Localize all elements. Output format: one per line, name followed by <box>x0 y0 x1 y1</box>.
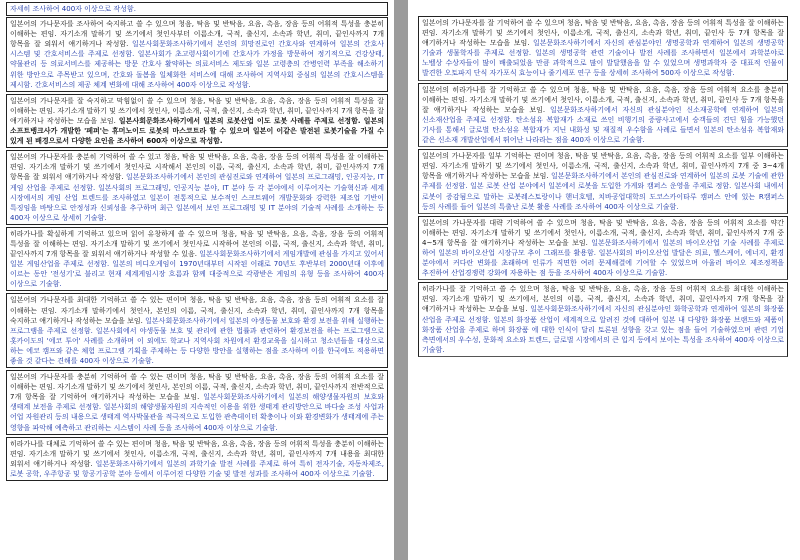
record-text-basic: 히라가나를 대체로 기억하여 쓸 수 있는 편이며 청음, 탁음 및 반탁음, 요음, 촉음, 장음 등의 어휘적 특성을 충분히 이해하는 편임. 자기소개 말하기 및 쓰기에서 첫인사, 이름소개, 국적, 출신지, 소속과 학년, 취미, 끝인사까지 7개 내용을 최대한 외워서 얘기하거나 작성함. <box>10 439 384 468</box>
record-block <box>418 282 788 357</box>
record-text-basic: 일본어의 가나문자를 일부 기억하는 편이며 청음, 탁음 및 반탁음, 요음, 촉음, 장음 등의 어휘적 요소를 일부 이해하는 편임. 자기소개 말하기 및 쓰기에서 첫인사, 이름소개, 국적, 출신지, 소속과 학년, 취미, 끝인사까지 7개 중 3~4개 항목을 얘기하거나 작성하는 모습을 보임. <box>422 152 784 181</box>
record-text-highlight: 일본문화조사하기에서 자신의 관심분야인 신소재공학에 연계하여 일본의 신소재산업을 주제로 선정함. 탄소섬유 복합재가 소재로 쓰인 비행기의 증량사고에서 승객들의 견딘 힘을 가능했던 기사를 통해서 글로벌 탄소섬유 복합재가 지닌 내화성 및 재질적 우수함을 사례로 들면서 일본의 탄소섬유 복합재와 같은 신소재 개발산업에서 뛰어난 나라라는 점을 400자 이상으로 기술함. <box>422 105 784 145</box>
record-block <box>6 293 388 368</box>
record-text-basic: 일본어의 히라가나를 잘 기억하고 쓸 수 있으며 청음, 탁음 및 반탁음, 요음, 촉음, 장음 등의 어휘적 요소를 충분히 이해하는 편임. 자기소개 말하기 및 쓰기에서 첫인사, 이름소개, 국적, 출신지, 소속과 학년, 취미, 끝인사 등 7개 항목을 잘 얘기하거나 작성하는 모습을 보임. <box>422 85 784 114</box>
record-text-basic: 일본어의 가나문자를 충분히 기억하여 쓸 수 있는 편이며 청음, 탁음 및 반탁음, 요음, 촉음, 장음 등의 어휘적 요소를 잘 이해하는 편임. 자기소개 말하기 및 쓰기에서 첫인사, 본인의 이름, 국적, 출신지, 소속과 학년, 취미, 끝인사까지 전반적으로 7개 항목을 잘 기억하여 얘기하거나 작성하는 모습을 보임. <box>10 373 384 402</box>
record-block <box>6 370 388 435</box>
record-text-basic: 히라가나를 잘 기억하고 쓸 수 있으며 청음, 탁음 및 반탁음, 요음, 촉음, 장음 등의 어휘적 요소를 최대한 이해하는 편임. 자기소개 말하기 및 쓰기에서, 본인의 이름, 국적, 출신지, 소속과 학년, 취미, 끝인사까지 7개 항목을 잘 얘기하거나 작성하는 모습을 보임. <box>422 285 784 314</box>
record-header-text: 자세히 조사하여 400자 이상으로 작성함. <box>10 5 136 13</box>
record-text-highlight: 일본사회문화조사하기에서 게임개발에 관심을 가지고 있어서 일본 게임산업을 주제로 선정함. 일본의 비디오게임이 1970년대부터 시작된 이래로 70년도 후반부터 2000년대 이후에 이르는 동안 '전성기'로 불리고 현재 세계게임시장 흐름과 함께 대중적으로 각광받은 게임의 유형 등을 조사하여 400자 이상으로 기술함. <box>10 250 384 289</box>
record-block <box>418 16 788 81</box>
left-record-list <box>6 17 388 481</box>
record-text-basic: 일본어의 가나문자를 잘 숙지하고 막힘없이 쓸 수 있으며 청음, 탁음 및 반탁음, 요음, 촉음, 장음 등의 어휘적 특성을 잘 이해하는 편임. 자기소개 말하기 및 쓰기에서 첫인사, 이름소개, 국적, 출신지, 소속과 학년, 취미, 끝인사까지 7개 항목을 잘 얘기하거나 작성하는 모습을 보임. <box>10 96 384 125</box>
record-text-highlight: 일본문화조사하기에서 일본의 바이오산업 기술 사례를 주제로 하여 일본의 바이오산업 시장규모 추이 그래프를 활용함. 일본사회의 바이오산업 발달은 의료, 헬스케어, 에너지, 환경 분야에서 커다란 변화를 초래하며 인류가 직면한 여러 문제해결에 기여할 수 있었으며 아울러 바이오 제조정책을 추진하여 산업경쟁력 강화에 자용하는 점 등을 조사하여 400자 이상으로 기술함. <box>422 238 784 278</box>
record-text-highlight: 일본사회문화조사하기에서 본인의 희망진로인 간호사와 연계하여 일본의 간호사 시스템 및 간호서비스를 주제로 선정함. 일본사회가 초고령사회이기에 간호사가 가정을 방문하여 정기적으로 건강상태, 약물관리 등 의료서비스를 제공하는 방문 간호사 활약하는 의료서비스 제도와 일본 고령층의 간병인력 부족을 해소하기 위한 방안으로 주목받고 있으며, 간호와 돌봄을 일체화한 서비스에 대해 조사하여 지역사회 중심의 일본의 간호시스템을 제시함. 간호서비스의 제공 체계 변화에 대해 조사하여 400자 이상으로 작성함. <box>10 40 385 89</box>
record-block <box>6 227 388 292</box>
record-text-basic: 히라가나를 확실하게 기억하고 있으며 읽어 유창하게 쓸 수 있으며 청음, 탁음 및 반탁음, 요음, 촉음, 장음 등의 어휘적 특성을 잘 이해하는 편임. 자기소개 말하기 및 쓰기에서 첫인사로 시작하여 본인의 이름, 국적, 출신지, 소속과 학년, 취미, 끝인사까지 7개 항목을 잘 외워서 얘기하거나 작성할 수 있음. <box>10 229 384 259</box>
document-page-left <box>0 0 394 560</box>
record-text-basic: 일본어의 가나문자를 충분히 기억하여 쓸 수 있고 청음, 탁음 및 반탁음, 요음, 촉음, 장음 등의 어휘적 특성을 잘 이해하는 편임. 자기소개 말하기 및 쓰기에서 첫인사로 시작해서 본인의 이름, 국적, 출신지, 소속과 학년, 취미, 끝인사까지 7개 항목을 잘 외워서 얘기하거나 작성함. <box>10 153 384 182</box>
right-record-list <box>418 16 788 357</box>
record-block <box>418 149 788 214</box>
record-block <box>418 216 788 281</box>
record-text-highlight: 일본문화조사하기에서 본인의 관심진로와 연계하여 일본의 로봇 기술에 관한 주제를 선정함. 일본 로봇 산업 분야에서 일본에서 로봇을 도입한 가게와 캠퍼스 운영을 주제로 정함. 일본사회 내에서 로봇이 증감됨으로 말하는 로봇레스토랑이나 핸너호텔, 치바공업대학의 도코스카이타루 캠퍼스 안에 있는 R캠퍼스 등의 사례를 들어 일본의 특출난 로봇 활용 사례를 조사하여 400자 이상으로 기술함. <box>422 172 784 211</box>
record-block <box>6 17 388 92</box>
record-text-highlight: 일본사회문화조사하기에서 일본의 해양생물자원의 보호와 생태계 보전을 주제로 선정함. 일본사회의 해양생물자원의 지속적인 이용을 위한 생태계 관리방안으로 바다숲 조성 사업과 어업 자원관리 등의 내용으로 생태계 역사박물관을 적극적으로 도입한 관측데이터 확충이나 이와 환경변화가 생태계에 주는 영향을 파악해 예측하고 관리하는 시스템이 사례 등을 조사하여 400자 이상으로 기술함. <box>10 393 384 432</box>
record-text-highlight: 일본사회문화조사하기에서 일본의 로봇산업 이도 로봇 사례를 주제로 선정함. 일본의 소프트뱅크사가 개발한 '페퍼'는 휴머노이드 로봇의 마스코트라 할 수 있으며 일본이 이같은 발전된 로봇기술을 가질 수 있게 된 배경으로서 다양한 요인을 조사하여 600자 이상으로 작성함. <box>10 116 384 146</box>
record-text-basic: 일본어의 가나문자를 최대한 기억하고 쓸 수 있는 편이며 청음, 탁음 및 반탁음, 요음, 촉음, 장음 등의 어휘적 요소를 잘 이해하는 편임. 자기소개 말하기에서 첫인사, 본인의 이름, 국적, 출신지, 소속과 학년, 취미, 끝인사까지 7개 항목을 숙지하고 얘기하거나 작성하는 모습을 보임. <box>10 296 384 325</box>
record-text-highlight: 일본문화조사하기에서 자신의 관심분야인 생명공학과 연계하여 일본의 생명공학 기술과 생물학자를 주제로 선정함. 일본의 생명공학 관련 기술이나 발전 사례를 조사하면서 일본에서 과학분야로 노벨상 수상자들이 많이 배출되었음 만큼 과학적으로 많이 발달했음을 알 수 있었으며 생명과학자 중 대표적 인물이 발견한 오토파지 단식 자가포식 효능이나 줄기세포 연구 등을 상세히 조사하여 500자 이상으로 작성함. <box>422 39 784 78</box>
record-block <box>6 437 388 481</box>
record-block <box>6 94 388 148</box>
record-text-highlight: 일본문화조사하기에서 일본의 과학기술 발전 사례를 주제로 하여 특히 전자기술, 자동차제조, 로봇 공학, 우주항공 및 항공기공학 분야 등에서 이루어진 다양한 기술 및 발전 성과를 조사하여 400자 이상으로 기술함. <box>10 459 384 478</box>
record-block <box>418 83 788 148</box>
document-page-right <box>408 0 800 560</box>
record-text-highlight: 일본문화조사하기에서 본인의 관심진로와 연계하여 일본의 프로그래밍, 인공지능, IT 게임 산업을 주제로 선정함. 일본사회의 프로그래밍, 인공지능 분야, IT 분야 등 각 분야에서 이루어지는 기술혁신과 세계 시장에서의 게임 산업 트렌드를 조사하였고 일본이 전통적으로 보수적인 스크트웨어 개발문화와 강력한 제조업 기반이 특징임을 바탕으로 안정성과 신뢰성을 추구하며 최근 일본에서 보인 프로그래밍 및 IT 분야의 기술적 사례를 소개하는 등 400자 이상으로 상세히 기술함. <box>10 173 385 222</box>
record-text-highlight: 일본사회문화조사하기에서 자신의 관심분야인 화학공학과 연계하여 일본의 화장품 산업을 주제로 선정함. 일본의 화장품 산업이 세계적으로 알려진 것에 대하여 일본 내 다양한 화장품 브랜드와 제품이 화장품 산업을 주제로 하며 화장품 에 대한 인식이 달리 토론된 성향을 갖고 있는 점을 들어 기술하였으며 관련 기업 측면에서의 우수성, 문화적 요소와 트렌드, 글로벌 시장에서의 큰 입지 등에서 보이는 특성을 조사하여 400자 이상으로 기술함. <box>422 305 784 354</box>
record-block <box>6 150 388 225</box>
record-text-highlight: 일본사회문화조사하기에서 일본의 야생동물 보호와 환경 보전을 위해 실행하는 프로그램을 주제로 선정함. 일본사회에서 야생동물 보호 및 관리에 관한 법률과 관련하여 환경보전을 하는 프로그램으로 홋카이도의 '에코 투어' 사례를 소개하며 이 외에도 학교나 지역사회 차원에서 환경교육을 실시하고 청소년들을 대상으로 하는 에코 캠프와 같은 체험 프로그램 기획을 주제하는 등 다양한 방안을 실행하는 점을 조사하며 이를 한국에도 적용하면 좋을 것 같다는 견해를 400자 이상으로 기술함. <box>10 316 384 365</box>
record-text-basic: 일본어의 가나문자를 조사하여 숙지하고 쓸 수 있으며 청음, 탁음 및 반탁음, 요음, 촉음, 장음 등의 어휘적 특성을 충분히 이해하는 편임. 자기소개 말하기 및 쓰기에서 첫인사부터 이름소개, 국적, 출신지, 소속과 학년, 취미, 끝인사까지 7개 항목을 잘 외워서 얘기하거나 작성함. <box>10 20 384 49</box>
record-text-basic: 일본어의 가나문자를 잘 기억하여 쓸 수 있으며 청음, 탁음 및 반탁음, 요음, 촉음, 장음 등의 어휘적 특성을 잘 이해하는 편임. 자기소개 말하기 및 쓰기에서 첫인사, 이름소개, 국적, 출신지, 소속과 학년, 취미, 끝인사 등 7개 항목을 잘 얘기하거나 작성하는 모습을 보임. <box>422 19 784 48</box>
record-text-basic: 일본어의 가나문자를 대략 기억하여 쓸 수 있으며 청음, 탁음 및 반탁음, 요음, 촉음, 장음 등의 어휘적 요소를 약간 이해하는 편임. 자기소개 말하기 및 쓰기에서 첫인사, 이름소개, 국적, 출신지, 소속과 학년, 취미, 끝인사까지 7개 중 4~5개 항목을 잘 얘기하거나 작성하는 모습을 보임. <box>422 218 784 247</box>
record-header-block <box>6 2 388 16</box>
